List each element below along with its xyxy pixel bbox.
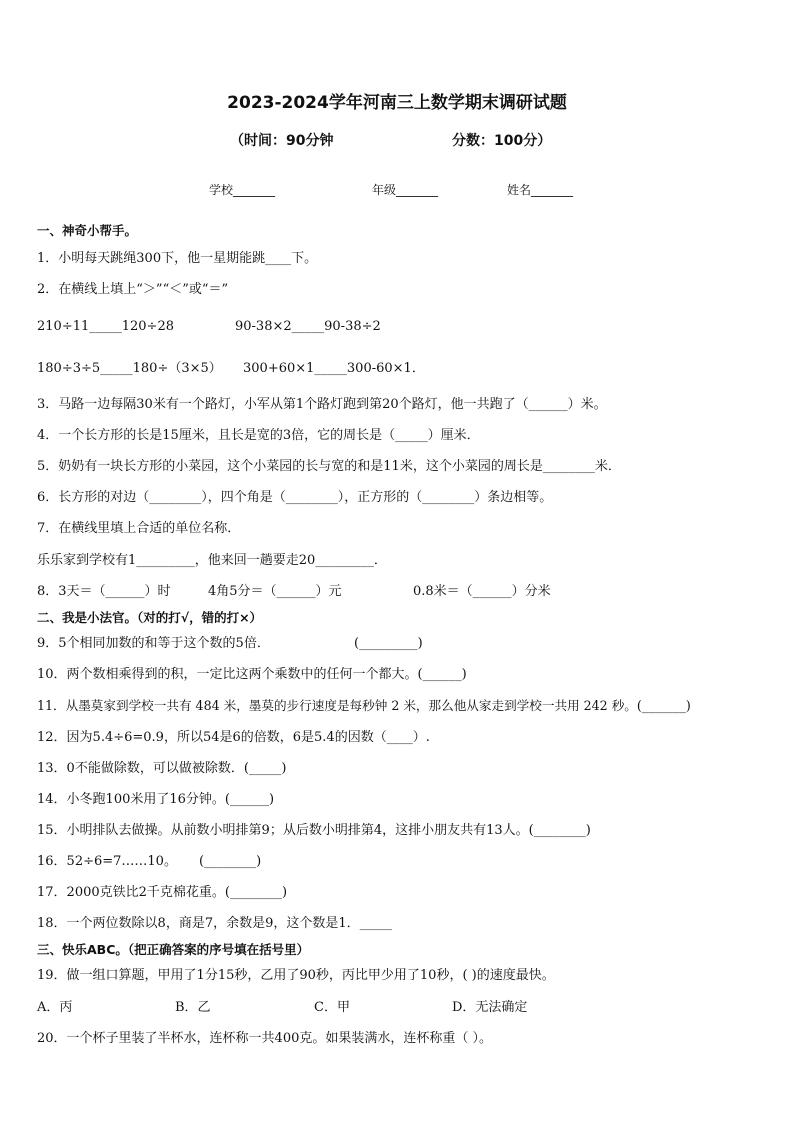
question-16: 16．52÷6=7……10。 [37,854,177,869]
question-19-option-c: C．甲 [314,1000,350,1015]
question-19: 19．做一组口算题，甲用了1分15秒，乙用了90秒，丙比甲少用了10秒，( )的速度最快。 [37,968,555,983]
question-2-item-d: 300+60×1_____300-60×1． [243,361,425,376]
question-19-option-b: B．乙 [175,1000,211,1015]
name-field[interactable]: 姓名_______ [507,183,574,197]
question-2-item-b: 90-38×2_____90-38÷2 [235,319,381,334]
question-13: 13．0不能做除数，可以做被除数．(_____) [37,761,287,776]
question-18: 18．一个两位数除以8，商是7，余数是9，这个数是1．_____ [37,916,393,931]
question-7-item: 乐乐家到学校有1_________，他来回一趟要走20_________． [37,553,387,568]
question-8-item-a: 8．3天＝（______）时 [37,584,171,599]
school-field[interactable]: 学校_______ [209,183,276,197]
question-14: 14．小冬跑100米用了16分钟。(______) [37,792,275,807]
question-3: 3．马路一边每隔30米有一个路灯，小军从第1个路灯跑到第20个路灯，他一共跑了（______）米。 [37,397,607,412]
question-2: 2．在横线上填上“＞”“＜”或“＝” [37,282,229,297]
question-12: 12．因为5.4÷6=0.9，所以54是6的倍数，6是5.4的因数（____）. [37,730,430,745]
question-8-item-c: 0.8米＝（______）分米 [413,584,551,599]
question-7: 7．在横线里填上合适的单位名称． [37,521,241,536]
question-1: 1．小明每天跳绳300下，他一星期能跳____下。 [37,251,318,266]
question-11: 11．从墨莫家到学校一共有 484 米，墨莫的步行速度是每秒钟 2 米，那么他从家走到学校一共用 242 秒。(_______) [37,698,691,713]
total-score: 分数：100分） [452,133,552,149]
question-2-item-c: 180÷3÷5_____180÷（3×5） [37,361,222,376]
question-9-blank: (_________) [354,636,423,651]
question-19-option-d: D．无法确定 [452,1000,528,1015]
question-2-item-a: 210÷11_____120÷28 [37,319,174,334]
question-20: 20．一个杯子里装了半杯水，连杯称一共400克。如果装满水，连杯称重（ ）。 [37,1031,492,1046]
question-8-item-b: 4角5分＝（______）元 [208,584,342,599]
section-2-heading: 二、我是小法官。（对的打√，错的打×） [37,610,263,625]
question-16-blank: (________) [199,854,262,869]
grade-field[interactable]: 年级_______ [372,183,439,197]
exam-meta [230,130,570,150]
question-4: 4．一个长方形的长是15厘米，且长是宽的3倍，它的周长是（_____）厘米． [37,428,480,443]
question-10: 10．两个数相乘得到的积，一定比这两个乘数中的任何一个都大。(______) [37,667,467,682]
section-1-heading: 一、神奇小帮手。 [37,223,138,238]
section-3-heading: 三、快乐ABC。（把正确答案的序号填在括号里） [37,942,310,957]
question-19-option-a: A．丙 [37,1000,73,1015]
page-title: 2023-2024学年河南三上数学期末调研试题 [227,93,567,113]
question-17: 17．2000克铁比2千克棉花重。(________) [37,885,288,900]
time-limit: （时间：90分钟 [230,133,334,149]
question-6: 6．长方形的对边（________），四个角是（________），正方形的（________）条边相等。 [37,490,553,505]
question-15: 15．小明排队去做操。从前数小明排第9；从后数小明排第4，这排小朋友共有13人。(________) [37,823,591,838]
question-5: 5．奶奶有一块长方形的小菜园，这个小菜园的长与宽的和是11米，这个小菜园的周长是________米． [37,459,621,474]
question-9: 9．5个相同加数的和等于这个数的5倍． [37,636,270,651]
